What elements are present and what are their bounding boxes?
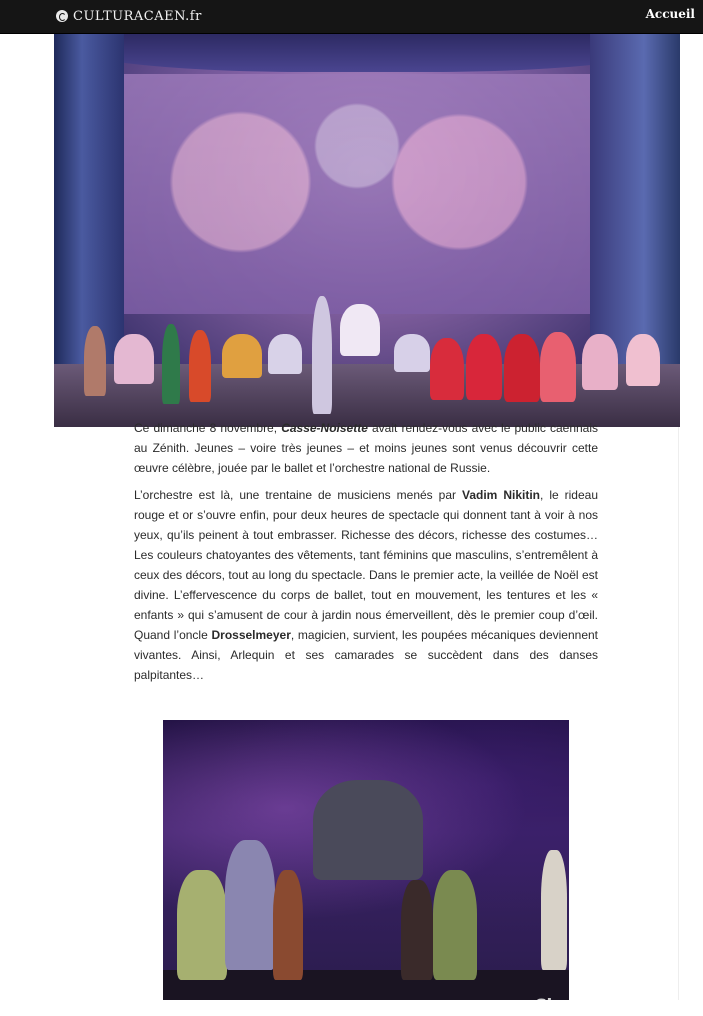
show-title: Casse-Noisette xyxy=(281,421,368,435)
text: avait rendez-vous avec le public caennais au Zénith. Jeunes – voire très jeunes – et moins jeunes sont venus découvrir cette œuvre célèbre, jouée par le ballet et l’orchestre national de Russie. xyxy=(134,421,599,475)
nav-home-link[interactable]: Accueil xyxy=(645,7,695,21)
dancer xyxy=(340,304,380,356)
right-margin xyxy=(678,34,703,1000)
dancer xyxy=(504,334,540,402)
character-name: Drosselmeyer xyxy=(211,628,291,642)
dancer xyxy=(626,334,660,386)
dancer xyxy=(540,332,576,402)
dancer xyxy=(84,326,106,396)
stage-backdrop xyxy=(124,74,590,314)
dancer xyxy=(312,296,332,414)
text: L’orchestre est là, une trentaine de musiciens menés par xyxy=(134,488,462,502)
performer xyxy=(273,870,303,980)
dancer xyxy=(189,330,211,402)
dancer xyxy=(162,324,180,404)
performer xyxy=(177,870,227,980)
performer-magician xyxy=(313,780,423,880)
dancer xyxy=(268,334,302,374)
performer xyxy=(433,870,477,980)
curtain-top xyxy=(54,34,680,72)
hero-ballet-photo xyxy=(54,34,680,427)
text: , le rideau rouge et or s’ouvre enfin, pour deux heures de spectacle qui donnent tant à voir à nos yeux, qu’ils peinent à tout embrasser. Richesse des décors, richesse des costumes… Les couleurs chatoyantes des vêtements, tant féminins que masculins, s’entremêlent à ceux des décors, tout au long du spectacle. Dans le premier acte, la veillée de Noël est divine. L’effervescence du corps de ballet, tout en mouvement, les tentures et les « enfants » qui s’amusent de cour à jardin nous émerveillent, dès le premier coup d’œil. Quand l’oncle xyxy=(134,488,598,642)
left-margin xyxy=(0,34,54,1000)
dancer xyxy=(582,334,618,390)
watermark: Ch xyxy=(534,996,559,1016)
logo-text: CULTURACAEN.fr xyxy=(73,8,202,24)
performer xyxy=(225,840,275,970)
drosselmeyer-scene-photo xyxy=(163,720,569,1000)
dancer xyxy=(222,334,262,378)
performer xyxy=(541,850,567,970)
conductor-name: Vadim Nikitin xyxy=(462,488,540,502)
performer xyxy=(401,880,433,980)
disc-logo-icon xyxy=(56,10,68,22)
site-logo[interactable] xyxy=(56,7,202,25)
paragraph-intro xyxy=(134,418,598,478)
top-bar xyxy=(0,0,703,34)
dancer xyxy=(466,334,502,400)
dancer xyxy=(114,334,154,384)
dancer xyxy=(430,338,464,400)
dancer xyxy=(394,334,430,372)
text: Ce dimanche 8 novembre, xyxy=(134,421,282,435)
article-body xyxy=(134,418,598,692)
text: , magicien, survient, les poupées mécaniques deviennent vivantes. Ainsi, Arlequin et ses camarades se succèdent dans des danses palpitantes… xyxy=(134,628,598,682)
paragraph-body xyxy=(134,485,598,685)
